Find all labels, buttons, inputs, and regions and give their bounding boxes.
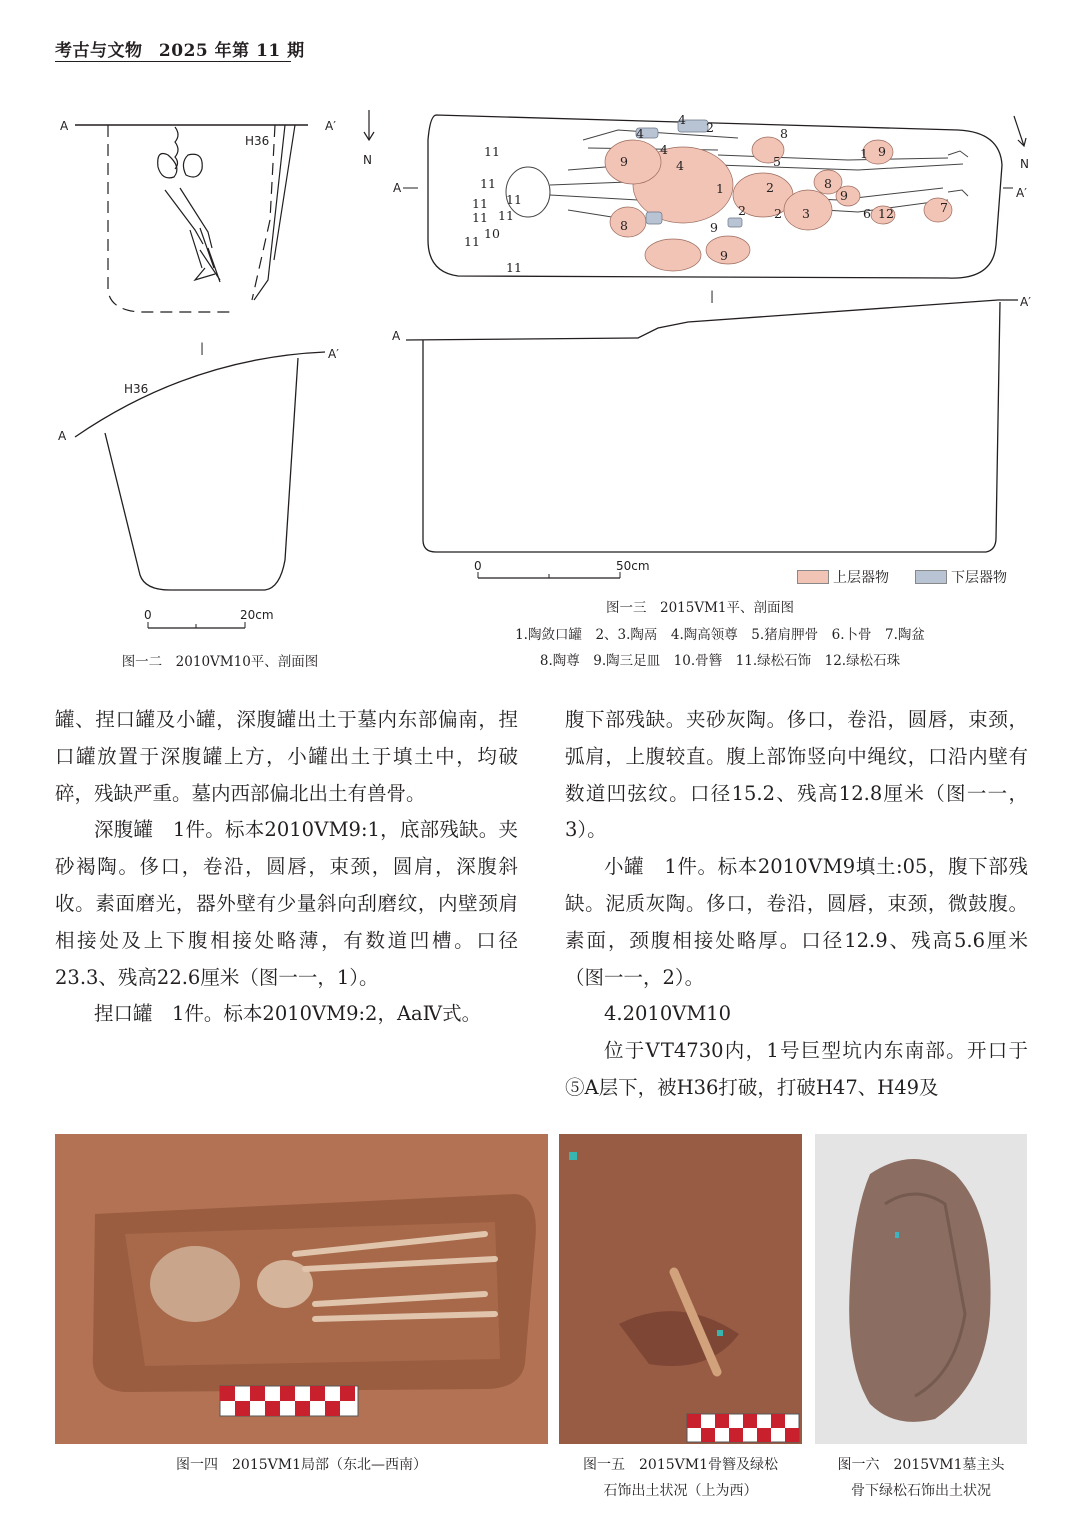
item-label: 9 (720, 248, 728, 263)
item-label: 9 (620, 154, 628, 169)
paragraph: 4.2010ⅤM10 (604, 1002, 732, 1026)
legend-lower-layer (915, 567, 1007, 587)
item-label: 11 (472, 196, 488, 211)
figure-13-legend-line2: 8.陶尊 9.陶三足皿 10.骨簪 11.绿松石饰 12.绿松石珠 (539, 653, 901, 669)
item-label: 9 (710, 220, 718, 235)
issue-number: 2025 年第 11 期 (158, 41, 305, 61)
legend-upper-layer (797, 567, 889, 587)
item-label: 8 (824, 176, 832, 191)
plan-label-a-prime: A′ (325, 119, 336, 133)
caption-line: 骨下绿松石饰出土状况 (851, 1483, 991, 1499)
figure-13-drawing (388, 100, 1043, 600)
photo-turquoise-under-skull (815, 1134, 1027, 1444)
paragraph: 深腹罐 1件。标本2010ⅤM9:1，底部残缺。夹砂褐陶。侈口，卷沿，圆唇，束颈，圆肩，深腹斜收。素面磨光，器外壁有少量斜向刮磨纹，内壁颈肩相接处及上下腹相接处略薄，有数道凹槽。口径23.3、残高22.6厘米（图一一，1）。 (55, 818, 518, 989)
item-label: 11 (484, 144, 500, 159)
scale-end: 20cm (240, 608, 274, 622)
figure-16-caption (815, 1452, 1027, 1504)
section-pit-label: H36 (124, 382, 149, 396)
north-arrow-icon (361, 108, 381, 168)
caption-line: 图一六 2015ⅤM1墓主头 (837, 1457, 1005, 1473)
header-rule (55, 61, 291, 62)
section-label-a-prime: A′ (1020, 295, 1031, 309)
item-label: 10 (484, 226, 500, 241)
figure-13-caption: 图一三 2015ⅤM1平、剖面图 (605, 600, 795, 616)
item-label: 8 (780, 126, 788, 141)
caption-line: 石饰出土状况（上为西） (603, 1483, 758, 1499)
journal-name: 考古与文物 (55, 41, 143, 61)
photo-bone-hairpin (559, 1134, 802, 1444)
north-label: N (363, 153, 372, 167)
item-label: 4 (678, 112, 686, 127)
scale-start: 0 (474, 559, 482, 573)
section-mark: | (710, 289, 715, 303)
item-label: 11 (464, 234, 480, 249)
paragraph: 罐、捏口罐及小罐，深腹罐出土于墓内东部偏南，捏口罐放置于深腹罐上方，小罐出土于填土中，均破碎，残缺严重。墓内西部偏北出土有兽骨。 (55, 708, 518, 805)
item-label: 9 (878, 144, 886, 159)
text-column-left (55, 702, 518, 1033)
plan-label-a: A (393, 181, 402, 195)
plan-label-a: A (60, 119, 69, 133)
item-label: 4 (636, 126, 644, 141)
north-label: N (1020, 157, 1029, 171)
item-label: 2 (706, 120, 714, 135)
paragraph: 捏口罐 1件。标本2010ⅤM9:2，AaⅣ式。 (94, 1002, 482, 1026)
caption-line: 图一五 2015ⅤM1骨簪及绿松 (583, 1457, 778, 1473)
item-label: 2 (766, 180, 774, 195)
section-label-a-prime: A′ (328, 347, 339, 361)
item-label: 8 (620, 218, 628, 233)
item-label: 4 (676, 158, 684, 173)
legend-swatch-upper (797, 570, 829, 584)
item-label: 11 (480, 176, 496, 191)
figure-14-caption: 图一四 2015ⅤM1局部（东北—西南） (176, 1457, 427, 1473)
scale-end: 50cm (616, 559, 650, 573)
scale-start: 0 (144, 608, 152, 622)
figure-15-caption (559, 1452, 802, 1504)
running-header (55, 36, 305, 61)
section-label-a: A (58, 429, 67, 443)
soil-block-photo-illustration (815, 1134, 1027, 1444)
skeleton-sketch (158, 127, 220, 282)
figure-13-legend-line1: 1.陶敛口罐 2、3.陶鬲 4.陶高领尊 5.猪肩胛骨 6.卜骨 7.陶盆 (515, 627, 925, 643)
item-label: 3 (802, 206, 810, 221)
legend-swatch-lower (915, 570, 947, 584)
hairpin-photo-illustration (559, 1134, 802, 1444)
section-mark: | (200, 341, 205, 355)
item-label: 1 (716, 181, 724, 196)
item-label: 9 (840, 188, 848, 203)
item-label: 2 (774, 206, 782, 221)
paragraph: 腹下部残缺。夹砂灰陶。侈口，卷沿，圆唇，束颈，弧肩，上腹较直。腹上部饰竖向中绳纹，口沿内壁有数道凹弦纹。口径15.2、残高12.8厘米（图一一，3）。 (565, 708, 1028, 842)
figure-12-drawing (40, 100, 370, 645)
item-label: 2 (738, 203, 746, 218)
item-label: 1 (860, 146, 868, 161)
item-label: 12 (878, 206, 894, 221)
item-label: 11 (498, 208, 514, 223)
legend-label: 下层器物 (951, 570, 1007, 586)
plan-label-a-prime: A′ (1016, 186, 1027, 200)
item-label: 11 (472, 210, 488, 225)
scale-bar-50cm (474, 559, 650, 578)
legend-label: 上层器物 (833, 570, 889, 586)
north-arrow-icon (1010, 112, 1034, 172)
item-label: 11 (506, 260, 522, 275)
text-column-right (565, 702, 1028, 1107)
item-label: 7 (940, 200, 948, 215)
burial-photo-illustration (55, 1134, 548, 1444)
section-label-a: A (392, 329, 401, 343)
pit-label-h36: H36 (245, 134, 270, 148)
figure-12-caption: 图一二 2010ⅤM10平、剖面图 (121, 654, 319, 670)
item-label: 11 (506, 192, 522, 207)
item-label: 4 (660, 142, 668, 157)
scale-bar-20cm (144, 608, 274, 628)
item-label: 6 (863, 206, 871, 221)
item-label: 5 (773, 154, 781, 169)
paragraph: 位于ⅤT4730内，1号巨型坑内东南部。开口于⑤A层下，被H36打破，打破H47、H49及 (565, 1039, 1028, 1099)
photo-burial-m1 (55, 1134, 548, 1444)
paragraph: 小罐 1件。标本2010ⅤM9填土:05，腹下部残缺。泥质灰陶。侈口，卷沿，圆唇，束颈，微鼓腹。素面，颈腹相接处略厚。口径12.9、残高5.6厘米（图一一，2）。 (565, 855, 1028, 989)
